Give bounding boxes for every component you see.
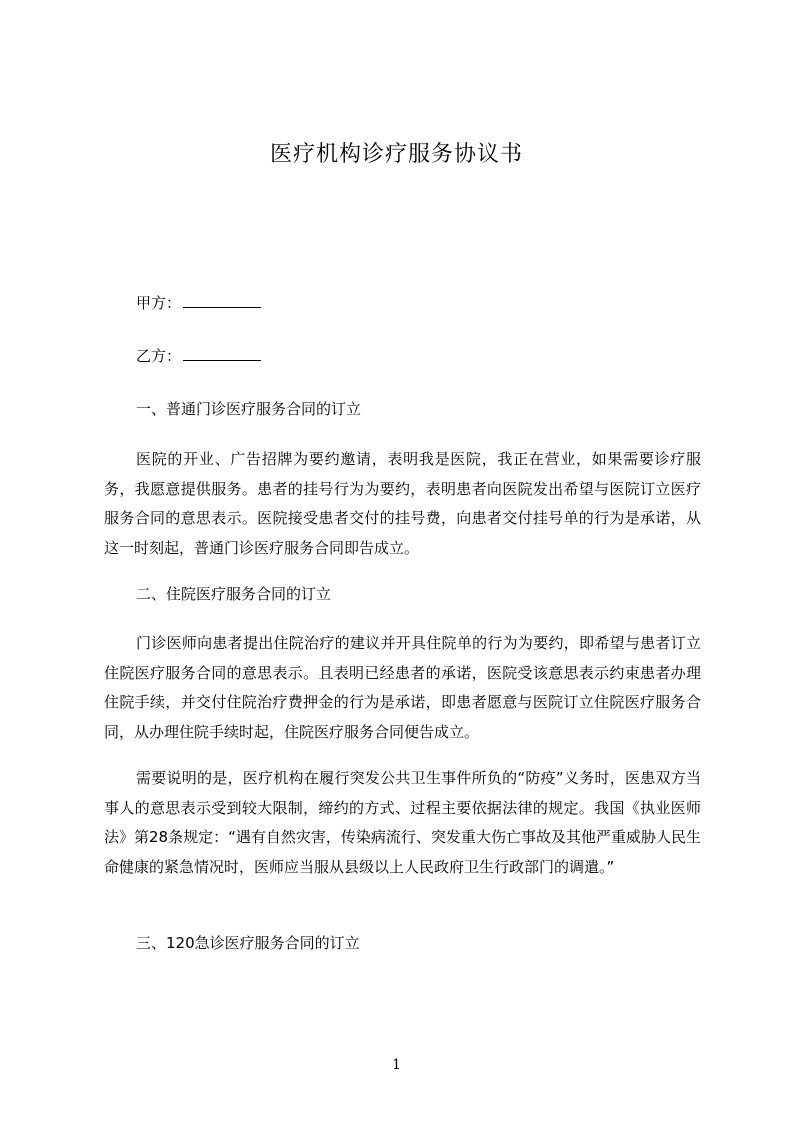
section2-paragraph-2: 需要说明的是，医疗机构在履行突发公共卫生事件所负的“防疫”义务时，医患双方当事人的意思表示受到较大限制，缔约的方式、过程主要依据法律的规定。我国《执业医师法》第28条规定：“遇有自然灾害，传染病流行、突发重大伤亡事故及其他严重威胁人民生命健康的紧急情况时，医师应当服从县级以上人民政府卫生行政部门的调遣。” — [104, 769, 701, 876]
section1-heading: 一、普通门诊医疗服务合同的订立 — [136, 400, 362, 418]
party-b-label: 乙方： — [136, 347, 182, 365]
section2-paragraph-1: 门诊医师向患者提出住院治疗的建议并开具住院单的行为为要约，即希望与患者订立住院医疗服务合同的意思表示。且表明已经患者的承诺，医院受该意思表示约束患者办理住院手续，并交付住院治疗费押金的行为是承诺，即患者愿意与医院订立住院医疗服务合同，从办理住院手续时起，住院医疗服务合同便告成立。 — [104, 634, 701, 741]
party-a-label: 甲方： — [136, 294, 182, 312]
page-number: 1 — [392, 1057, 401, 1073]
section3-heading: 三、120急诊医疗服务合同的订立 — [136, 934, 360, 952]
party-b-blank — [183, 345, 261, 361]
document-title: 医疗机构诊疗服务协议书 — [269, 142, 523, 167]
section2-heading: 二、住院医疗服务合同的订立 — [136, 585, 332, 603]
party-a-blank — [183, 292, 261, 308]
party-b-line — [136, 345, 261, 366]
party-a-line — [136, 292, 261, 313]
section1-paragraph: 医院的开业、广告招牌为要约邀请，表明我是医院，我正在营业，如果需要诊疗服务，我愿意提供服务。患者的挂号行为为要约，表明患者向医院发出希望与医院订立医疗服务合同的意思表示。医院接受患者交付的挂号费，向患者交付挂号单的行为是承诺，从这一时刻起，普通门诊医疗服务合同即告成立。 — [104, 450, 701, 557]
